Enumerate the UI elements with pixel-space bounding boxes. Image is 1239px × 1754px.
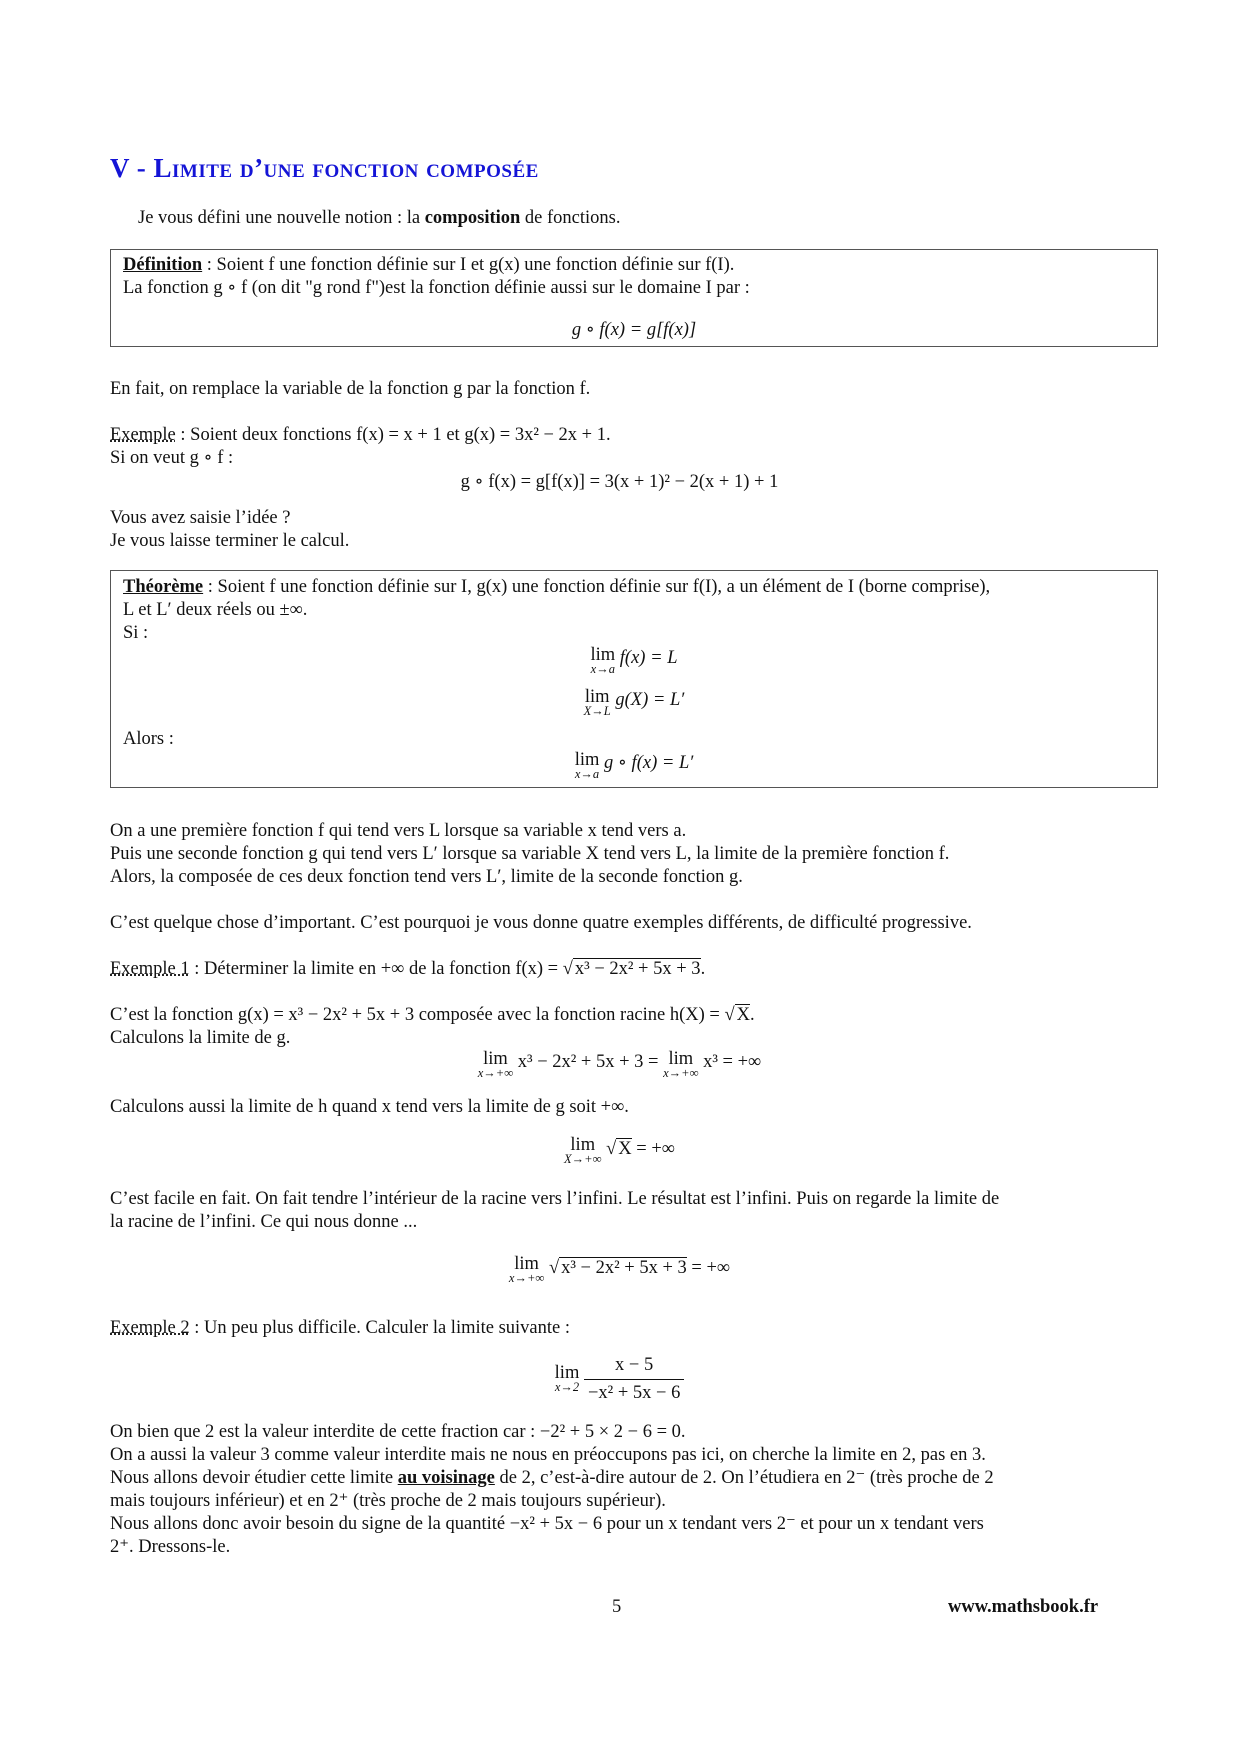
example2-line3: On a aussi la valeur 3 comme valeur interdite mais ne nous en préoccupons pas ici, on cherche la limite en 2, pas en 3. — [110, 1445, 986, 1465]
example1-line2: C’est la fonction g(x) = x³ − 2x² + 5x + 3 composée avec la fonction racine h(X) = √ X. — [110, 1005, 755, 1025]
example1-formula-3: lim x→+∞ √ x³ − 2x² + 5x + 3 = +∞ — [508, 1254, 731, 1285]
example1-formula-2: lim X→+∞ √ X = +∞ — [564, 1135, 675, 1166]
section-title-text: Limite d’une fonction composée — [153, 153, 539, 183]
example2-line5: mais toujours inférieur) et en 2⁺ (très proche de 2 mais toujours supérieur). — [110, 1491, 666, 1511]
example1-line5: C’est facile en fait. On fait tendre l’intérieur de la racine vers l’infini. Le résultat est l’infini. Puis on regarde la limite de — [110, 1189, 1000, 1209]
example1-line1: Exemple 1 : Déterminer la limite en +∞ de la fonction f(x) = √ x³ − 2x² + 5x + 3. — [110, 959, 706, 979]
example-label: Exemple — [110, 425, 176, 445]
theorem-alors: Alors : — [123, 729, 174, 749]
example-line1: Exemple : Soient deux fonctions f(x) = x + 1 et g(x) = 3x² − 2x + 1. — [110, 425, 611, 445]
example1-label: Exemple 1 — [110, 959, 190, 979]
example1-line3: Calculons la limite de g. — [110, 1028, 291, 1048]
definition-label: Définition — [123, 255, 203, 275]
theorem-label: Théorème — [123, 577, 204, 597]
example2-line4: Nous allons devoir étudier cette limite au voisinage de 2, c’est-à-dire autour de 2. On l’étudiera en 2⁻ (très proche de 2 — [110, 1468, 994, 1488]
explain-line4: C’est quelque chose d’important. C’est pourquoi je vous donne quatre exemples différents, de difficulté progressive. — [110, 913, 972, 933]
theorem-line2: L et L′ deux réels ou ±∞. — [123, 600, 308, 620]
example1-line4: Calculons aussi la limite de h quand x tend vers la limite de g soit +∞. — [110, 1097, 629, 1117]
example-question: Vous avez saisie l’idée ? — [110, 508, 291, 528]
site-url[interactable]: www.mathsbook.fr — [948, 1597, 1099, 1617]
example2-formula: lim x→2 $\frac{x - 5}{\text{−x² + 5x − 6}}$ — [0, 1354, 1239, 1405]
theorem-limit-2: lim X→L g(X) = L′ — [583, 687, 685, 718]
example2-label: Exemple 2 — [110, 1318, 190, 1338]
section-number: V - — [110, 153, 154, 183]
example2-line2: On bien que 2 est la valeur interdite de cette fraction car : −2² + 5 × 2 − 6 = 0. — [110, 1422, 686, 1442]
voisinage-bold: au voisinage — [397, 1468, 495, 1488]
example2-line1: Exemple 2 : Un peu plus difficile. Calculer la limite suivante : — [110, 1318, 571, 1338]
example-formula: g ∘ f(x) = g[f(x)] = 3(x + 1)² − 2(x + 1) + 1 — [460, 472, 779, 492]
remark-text: En fait, on remplace la variable de la fonction g par la fonction f. — [110, 379, 591, 399]
example1-line6: la racine de l’infini. Ce qui nous donne ... — [110, 1212, 418, 1232]
explain-line2: Puis une seconde fonction g qui tend vers L′ lorsque sa variable X tend vers L, la limite de la première fonction f. — [110, 844, 950, 864]
explain-line1: On a une première fonction f qui tend vers L lorsque sa variable x tend vers a. — [110, 821, 687, 841]
section-title — [110, 153, 539, 183]
definition-line1: Définition : Soient f une fonction définie sur I et g(x) une fonction définie sur f(I). — [123, 255, 735, 275]
definition-line2: La fonction g ∘ f (on dit "g rond f")est la fonction définie aussi sur le domaine I par : — [123, 278, 750, 298]
example1-formula-1: lim x→+∞ x³ − 2x² + 5x + 3 = lim x→+∞ x³ = +∞ — [477, 1049, 762, 1080]
theorem-si: Si : — [123, 623, 149, 643]
theorem-limit-1: lim x→a f(x) = L — [590, 645, 678, 676]
theorem-limit-3: lim x→a g ∘ f(x) = L′ — [574, 750, 694, 781]
intro-text: Je vous défini une nouvelle notion : la composition de fonctions. — [138, 208, 621, 228]
intro-bold: composition — [424, 208, 521, 228]
example2-line7: 2⁺. Dressons-le. — [110, 1537, 231, 1557]
theorem-line1: Théorème : Soient f une fonction définie sur I, g(x) une fonction définie sur f(I), a un élément de I (borne comprise), — [123, 577, 991, 597]
example2-line6: Nous allons donc avoir besoin du signe de la quantité −x² + 5x − 6 pour un x tendant vers 2⁻ et pour un x tendant vers — [110, 1514, 984, 1534]
theorem-box — [110, 570, 1158, 788]
definition-box — [110, 249, 1158, 347]
explain-line3: Alors, la composée de ces deux fonction tend vers L′, limite de la seconde fonction g. — [110, 867, 743, 887]
example2-fraction: $\frac{x - 5}{\text{−x² + 5x − 6}}$ — [584, 1354, 684, 1405]
example-instruction: Je vous laisse terminer le calcul. — [110, 531, 350, 551]
definition-formula: g ∘ f(x) = g[f(x)] — [571, 320, 697, 340]
example-line2: Si on veut g ∘ f : — [110, 448, 234, 468]
page-number: 5 — [612, 1597, 622, 1617]
